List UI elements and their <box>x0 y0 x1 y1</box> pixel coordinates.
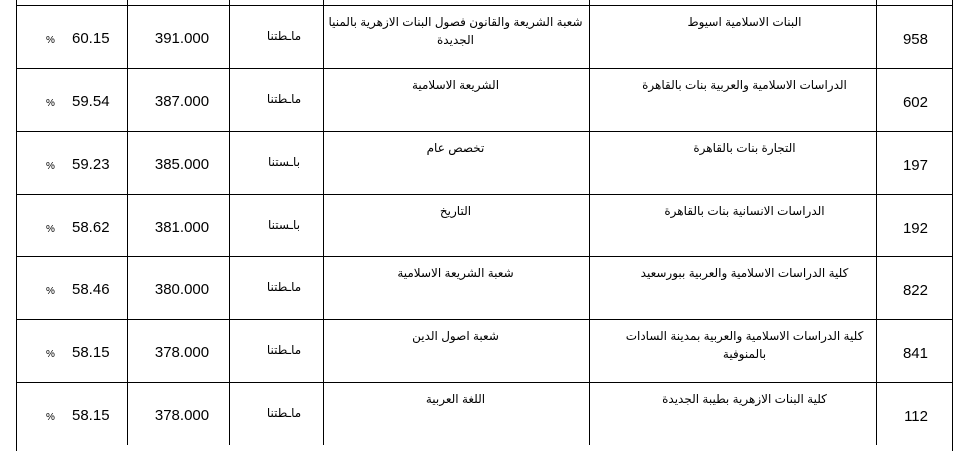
college-code: 841 <box>902 345 928 362</box>
college-code: 602 <box>902 94 928 111</box>
table-row <box>0 256 958 319</box>
department-name: اللغة العربية <box>425 392 486 406</box>
college-code: 112 <box>904 408 928 425</box>
percent-sign: % <box>46 349 55 360</box>
min-percent: 58.15 <box>72 344 110 361</box>
track-type: ماـطتنا <box>266 343 302 357</box>
min-score: 391.000 <box>154 30 210 47</box>
college-name: كلية البنات الازهرية بطيبة الجديدة <box>662 392 827 406</box>
min-score: 378.000 <box>154 344 210 361</box>
min-percent: 59.23 <box>72 156 110 173</box>
track-type: ماـطتنا <box>266 406 302 420</box>
department-name: شعبة الشريعة والقانون فصول البنات الازهرية بالمنيا الجديدة <box>328 15 583 47</box>
track-type: ماـطتنا <box>266 280 302 294</box>
min-score: 380.000 <box>154 281 210 298</box>
percent-sign: % <box>46 98 55 109</box>
department-name: تخصص عام <box>426 141 485 155</box>
min-score: 378.000 <box>154 407 210 424</box>
track-type: ماـطتنا <box>266 29 302 43</box>
college-name: التجارة بنات بالقاهرة <box>693 141 796 155</box>
table-row <box>0 131 958 194</box>
college-code: 192 <box>902 220 928 237</box>
department-name: شعبة الشريعة الاسلامية <box>397 266 514 280</box>
min-score: 381.000 <box>154 219 210 236</box>
department-name: التاريخ <box>439 204 472 218</box>
min-percent: 58.15 <box>72 407 110 424</box>
track-type: ماـطتنا <box>266 92 302 106</box>
department-name: شعبة اصول الدين <box>412 329 499 343</box>
percent-sign: % <box>46 286 55 297</box>
table-row <box>0 194 958 257</box>
min-percent: 58.46 <box>72 281 110 298</box>
percent-sign: % <box>46 161 55 172</box>
min-score: 385.000 <box>154 156 210 173</box>
track-type: باـستنا <box>267 155 301 169</box>
college-name: كلية الدراسات الاسلامية والعربية بمدينة السادات بالمنوفية <box>625 329 864 361</box>
college-code: 958 <box>902 31 928 48</box>
min-score: 387.000 <box>154 93 210 110</box>
min-percent: 58.62 <box>72 219 110 236</box>
college-name: الدراسات الاسلامية والعربية بنات بالقاهرة <box>642 78 847 92</box>
college-code: 197 <box>902 157 928 174</box>
college-name: كلية الدراسات الاسلامية والعربية ببورسعيد <box>640 266 849 280</box>
table-row <box>0 319 958 382</box>
table-row <box>0 382 958 445</box>
table-row <box>0 5 958 68</box>
table-row <box>0 68 958 131</box>
department-name: الشريعة الاسلامية <box>411 78 500 92</box>
percent-sign: % <box>46 412 55 423</box>
min-percent: 59.54 <box>72 93 110 110</box>
percent-sign: % <box>46 35 55 46</box>
percent-sign: % <box>46 224 55 235</box>
track-type: باـستنا <box>267 218 301 232</box>
college-code: 822 <box>902 282 928 299</box>
college-name: البنات الاسلامية اسيوط <box>687 15 802 29</box>
college-name: الدراسات الانسانية بنات بالقاهرة <box>664 204 825 218</box>
min-percent: 60.15 <box>72 30 110 47</box>
